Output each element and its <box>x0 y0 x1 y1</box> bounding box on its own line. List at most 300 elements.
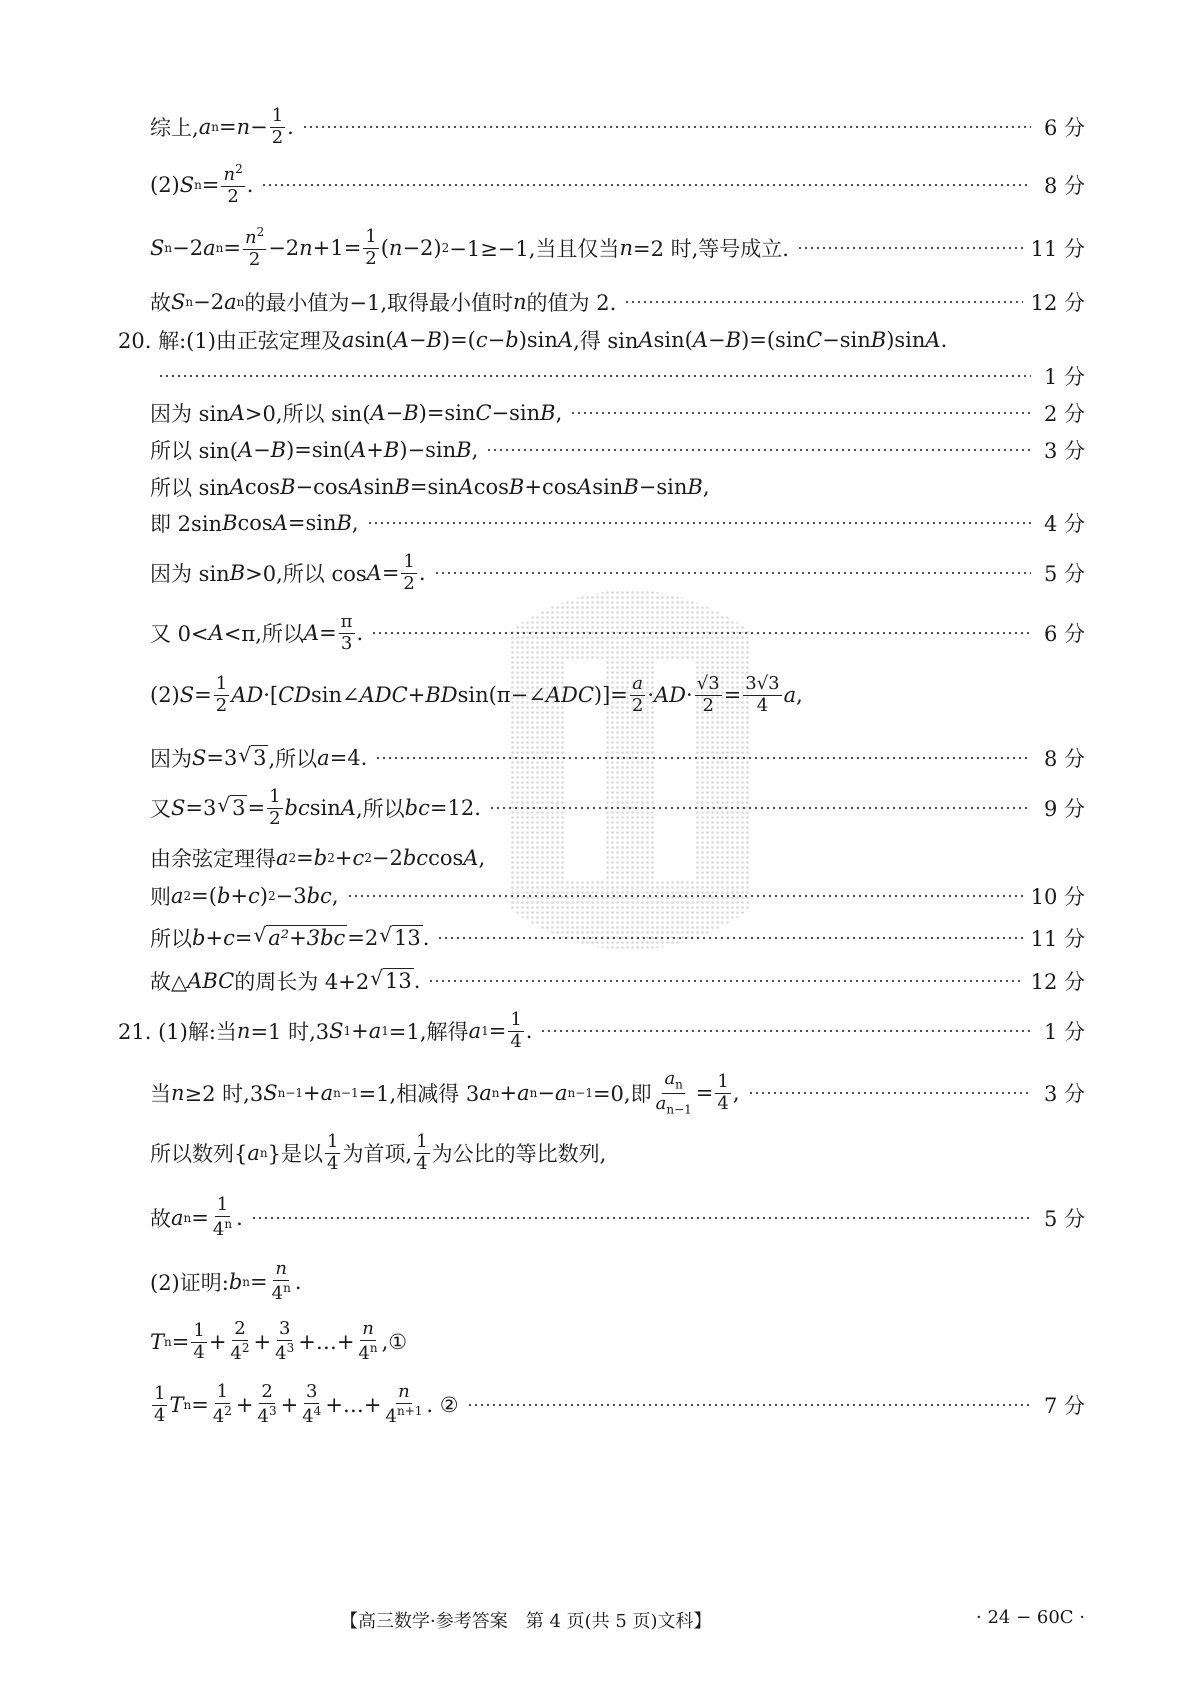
text-run: ) <box>259 884 268 908</box>
answer-line <box>150 1258 1085 1304</box>
dot-leader <box>486 449 1031 451</box>
text-run: 1 <box>271 104 284 126</box>
text-run: 1 <box>216 1194 229 1216</box>
text-run: cos <box>473 475 509 499</box>
math-variable: a <box>555 1081 568 1105</box>
text-run: sin( <box>354 328 394 352</box>
fraction <box>630 672 645 716</box>
math-variable: A <box>692 328 709 352</box>
subscript: n <box>242 1275 251 1289</box>
denominator <box>247 250 262 270</box>
text-run: )=sin <box>418 401 476 425</box>
denominator <box>191 1343 206 1363</box>
text-run: 2 <box>403 572 415 594</box>
text-run: . <box>525 1019 533 1043</box>
text-run: ≥2 时,3 <box>184 1082 264 1106</box>
answer-line <box>150 1130 1085 1174</box>
superscript: 2 <box>364 851 372 865</box>
text-run: )]= <box>593 683 628 707</box>
text-run: (2) <box>150 683 180 707</box>
dot-leader <box>428 980 1022 982</box>
text-run: <π,所以 <box>223 622 304 646</box>
line-content <box>150 923 429 953</box>
text-run: , <box>702 475 710 499</box>
text-run: }是以 <box>267 1142 324 1166</box>
radicand: 3 <box>253 746 267 771</box>
denominator <box>225 187 240 207</box>
math-variable: a <box>632 672 643 694</box>
denominator <box>325 1154 340 1174</box>
math-variable: n <box>299 236 313 260</box>
numerator <box>243 226 266 250</box>
fraction <box>715 1070 730 1114</box>
superscript: 3 <box>286 1341 295 1355</box>
text-run: + <box>230 884 249 908</box>
text-run: 的周长为 4+2 <box>234 970 370 994</box>
answer-line <box>150 672 1085 716</box>
text-run: ,所以 <box>355 797 405 821</box>
text-run: 4 <box>416 1152 428 1174</box>
text-run: 4 <box>717 1092 729 1114</box>
text-run: 因为 <box>150 747 192 771</box>
text-run: ,① <box>381 1330 408 1354</box>
text-run: 2 <box>365 247 377 269</box>
text-run: 3 <box>278 1318 291 1340</box>
math-variable: n <box>236 115 251 139</box>
denominator <box>256 1404 279 1427</box>
answer-line <box>150 1318 1085 1364</box>
superscript: 2 <box>224 1404 232 1418</box>
superscript: 4 <box>313 1404 322 1418</box>
line-content <box>150 610 364 654</box>
math-variable: A <box>272 511 288 535</box>
text-run: . <box>246 173 254 197</box>
math-variable: n <box>223 164 236 186</box>
square-root <box>379 925 422 950</box>
page-footer <box>340 1607 1085 1637</box>
text-run: = <box>201 173 220 197</box>
text-run: 又 0< <box>150 622 209 646</box>
subscript: n <box>215 241 224 255</box>
line-content <box>150 163 253 207</box>
subscript: n <box>183 1398 192 1412</box>
text-run: 所以 <box>150 927 192 951</box>
subscript: 1 <box>381 1024 389 1038</box>
math-variable: b <box>228 1270 243 1294</box>
denominator <box>715 1094 730 1114</box>
denominator <box>356 1341 379 1364</box>
text-run: 21. (1)解:当 <box>118 1020 237 1044</box>
score: 1 分 <box>1043 365 1085 389</box>
text-run: 又 <box>150 797 171 821</box>
text-run: + <box>208 1330 227 1354</box>
text-run: 1 <box>510 1008 522 1030</box>
text-run: = <box>191 1206 209 1230</box>
math-variable: B <box>229 561 246 585</box>
text-run: . ② <box>426 1393 459 1417</box>
text-run: 2 <box>227 186 239 207</box>
text-run: 1 <box>154 1382 166 1404</box>
dot-leader <box>302 126 1031 128</box>
fraction <box>300 1383 323 1427</box>
text-run: 故△ <box>150 970 188 994</box>
text-run: 4 <box>358 1343 370 1364</box>
dot-leader <box>261 184 1031 186</box>
math-variable: A <box>370 401 386 425</box>
answer-line <box>150 1381 1085 1427</box>
math-variable: a <box>664 1068 676 1090</box>
math-variable: n <box>236 1019 251 1043</box>
dot-leader <box>371 632 1031 634</box>
subscript: n <box>164 1335 172 1349</box>
text-run: =sin <box>287 511 337 535</box>
numerator <box>396 1383 412 1404</box>
line-content <box>150 881 339 911</box>
text-run: 3 <box>306 1381 318 1403</box>
numerator <box>360 1320 376 1341</box>
numerator <box>273 1260 289 1281</box>
answer-line <box>150 356 1085 396</box>
math-variable: S <box>171 290 186 314</box>
text-run: −2 <box>371 846 403 870</box>
line-content <box>150 398 562 428</box>
answer-line <box>150 104 1085 148</box>
score: 4 分 <box>1043 512 1085 536</box>
dot-leader <box>375 757 1031 759</box>
line-content <box>150 550 426 594</box>
answer-line <box>150 918 1085 958</box>
text-run: 2 <box>269 807 281 829</box>
subscript: n <box>529 1086 538 1100</box>
text-run: = <box>191 1393 209 1417</box>
text-run: . <box>236 1206 243 1230</box>
text-run: 1 <box>416 1130 428 1152</box>
denominator <box>211 1217 234 1240</box>
math-variable: bc <box>404 796 430 820</box>
text-run: 1 <box>403 550 415 572</box>
answer-line <box>150 430 1085 470</box>
numerator <box>662 1070 684 1093</box>
text-run: , <box>331 884 339 908</box>
text-run: 1 <box>215 672 228 694</box>
text-run: −2 <box>172 236 204 260</box>
fraction <box>211 1196 234 1240</box>
dot-leader <box>489 807 1031 809</box>
math-variable: A <box>208 621 224 645</box>
text-run: 由余弦定理得 <box>150 847 276 871</box>
fraction <box>243 226 266 270</box>
fraction <box>152 1382 167 1426</box>
subscript: n−1 <box>666 1102 692 1117</box>
math-variable: n <box>398 1381 410 1403</box>
line-content <box>150 1130 607 1174</box>
line-content <box>150 472 710 502</box>
fraction <box>743 672 781 716</box>
math-variable: B <box>336 511 352 535</box>
text-run: 即 2sin <box>150 512 223 536</box>
text-run: = <box>250 1270 268 1294</box>
text-run: =( <box>191 884 217 908</box>
text-run: − <box>253 438 271 462</box>
math-variable: S <box>150 236 165 260</box>
text-run: (2) <box>150 173 180 197</box>
math-variable: a <box>517 1081 530 1105</box>
text-run: )=( <box>441 328 476 352</box>
text-run: =1 时,3 <box>250 1020 330 1044</box>
text-run: · <box>686 683 693 707</box>
score: 8 分 <box>1043 174 1085 198</box>
line-content <box>150 743 367 773</box>
text-run: 2 <box>261 1381 273 1403</box>
text-run: =12. <box>429 796 481 820</box>
numerator <box>267 785 282 809</box>
subscript: n <box>491 1086 500 1100</box>
superscript: 2 <box>183 889 192 903</box>
text-run: 因为 sin <box>150 562 230 586</box>
text-run: −sin <box>638 475 688 499</box>
superscript: 3 <box>268 1404 277 1418</box>
text-run: √3 <box>696 672 720 694</box>
text-run: 4 <box>275 1343 287 1364</box>
text-run: =1,相减得 3 <box>358 1082 480 1106</box>
superscript: 2 <box>256 225 265 240</box>
score: 5 分 <box>1043 1207 1085 1231</box>
fraction <box>414 1130 429 1174</box>
text-run: >0,所以 sin( <box>244 402 371 426</box>
subscript: 1 <box>481 1024 489 1038</box>
math-variable: B <box>687 475 703 499</box>
denominator <box>508 1032 523 1052</box>
fraction <box>211 1383 234 1427</box>
text-run: 4 <box>302 1406 314 1427</box>
text-run: −2 <box>268 236 300 260</box>
radical-sign: √ <box>253 923 267 948</box>
numerator <box>695 672 722 696</box>
text-run: >0,所以 cos <box>245 562 367 586</box>
text-run: = <box>488 1019 507 1043</box>
text-run: −cos <box>295 475 349 499</box>
math-variable: n <box>388 236 403 260</box>
math-variable: A <box>351 438 367 462</box>
math-variable: a <box>783 683 797 707</box>
footer-code: · 24 − 60C · <box>976 1607 1085 1628</box>
text-run: + <box>499 1081 518 1105</box>
fraction <box>256 1383 279 1427</box>
line-content <box>150 1196 243 1240</box>
text-run: (2)证明: <box>150 1271 229 1295</box>
radicand: 13 <box>394 926 421 951</box>
text-run: 所以 sin <box>150 476 230 500</box>
answer-line <box>150 503 1085 543</box>
square-root <box>253 925 347 950</box>
text-run: 则 <box>150 885 171 909</box>
numerator <box>401 550 416 574</box>
answer-line <box>150 162 1085 207</box>
line-content <box>150 966 420 996</box>
text-run: = <box>381 561 400 585</box>
line-content <box>150 287 616 317</box>
dot-leader <box>434 572 1031 574</box>
radicand: 3 <box>232 796 246 821</box>
fraction <box>508 1008 523 1052</box>
square-root <box>238 745 268 770</box>
dot-leader <box>347 895 1023 897</box>
answer-line <box>150 467 1085 507</box>
text-run: + <box>280 1393 299 1417</box>
numerator <box>414 1130 429 1154</box>
math-variable: B <box>383 438 400 462</box>
score: 6 分 <box>1043 622 1085 646</box>
math-variable: b <box>216 884 231 908</box>
math-variable: a <box>203 236 216 260</box>
dot-leader <box>797 247 1023 249</box>
answer-line <box>118 320 1085 360</box>
superscript: 2 <box>288 851 297 865</box>
denominator <box>700 696 715 716</box>
text-run: + <box>253 1330 272 1354</box>
text-run: π <box>340 610 353 632</box>
math-variable: C <box>475 401 492 425</box>
text-run: =0,即 <box>592 1082 652 1106</box>
math-variable: AD <box>654 683 687 707</box>
text-run: = <box>247 796 266 820</box>
text-run: 2 <box>215 694 228 716</box>
text-run: +…+ <box>298 1330 355 1354</box>
text-run: =2 时,等号成立. <box>632 237 789 261</box>
text-run: 4 <box>756 694 769 716</box>
math-variable: A <box>577 475 593 499</box>
text-run: − <box>708 328 726 352</box>
numerator <box>215 1383 230 1404</box>
fraction <box>270 104 285 148</box>
superscript: n <box>224 1217 233 1231</box>
score: 3 分 <box>1043 439 1085 463</box>
numerator <box>630 672 645 696</box>
text-run: 3√3 <box>745 672 780 694</box>
superscript: n <box>283 1281 291 1295</box>
fraction <box>270 1260 293 1304</box>
fraction <box>339 610 355 654</box>
math-variable: A <box>557 328 574 352</box>
text-run: − <box>487 328 506 352</box>
score: 12 分 <box>1030 970 1085 994</box>
math-variable: b <box>505 328 519 352</box>
text-run: 2 <box>234 1318 246 1340</box>
dot-leader <box>367 522 1031 524</box>
score: 7 分 <box>1043 1394 1085 1418</box>
answer-line <box>150 225 1085 270</box>
superscript: 2 <box>441 241 450 255</box>
line-content <box>118 325 947 355</box>
math-variable: CD <box>278 683 311 707</box>
math-variable: a <box>320 1081 334 1105</box>
square-root <box>217 795 247 820</box>
text-run: −sin <box>822 328 871 352</box>
text-run: = <box>171 1330 190 1354</box>
text-run: + <box>303 1081 321 1105</box>
answer-line <box>150 550 1085 594</box>
math-variable: B <box>222 511 238 535</box>
math-variable: a <box>468 1019 482 1043</box>
text-run: −2) <box>402 236 442 260</box>
line-content <box>150 843 485 873</box>
answer-line <box>150 876 1085 916</box>
text-run: 2 <box>631 694 644 716</box>
text-run: 4 <box>212 1219 225 1240</box>
text-run: −2 <box>193 290 225 314</box>
numerator <box>325 1130 340 1154</box>
numerator <box>152 1382 167 1406</box>
text-run: )−sin <box>399 438 457 462</box>
denominator <box>270 128 285 148</box>
superscript: n+1 <box>396 1404 423 1418</box>
denominator <box>401 574 416 594</box>
text-run: 为公比的等比数列, <box>431 1142 607 1166</box>
text-run: 4 <box>510 1030 522 1052</box>
text-run: 所以 sin( <box>150 439 238 463</box>
text-run: 1 <box>327 1130 339 1152</box>
text-run: cos <box>237 511 273 535</box>
math-variable: S <box>192 746 207 770</box>
fraction <box>356 1320 379 1364</box>
fraction <box>401 550 416 594</box>
text-run: +…+ <box>325 1393 382 1417</box>
text-run: 故 <box>150 291 171 315</box>
math-variable: a <box>171 1206 184 1230</box>
text-run: , <box>471 438 479 462</box>
text-run: cos <box>244 475 281 499</box>
text-run: . <box>940 328 948 352</box>
math-variable: A <box>366 561 382 585</box>
math-variable: S <box>179 683 195 707</box>
dot-leader <box>624 301 1022 303</box>
text-run: + <box>235 1393 254 1417</box>
text-run: −1≥−1,当且仅当 <box>449 237 620 261</box>
text-run: = <box>296 846 314 870</box>
dot-leader <box>570 412 1031 414</box>
text-run: sin <box>363 475 395 499</box>
numerator <box>214 672 229 696</box>
superscript: 2 <box>235 162 243 177</box>
text-run: sin <box>309 796 341 820</box>
text-run: 3 <box>340 632 353 654</box>
fraction <box>228 1320 251 1364</box>
text-run: +cos <box>524 475 578 499</box>
line-content <box>150 1260 302 1304</box>
text-run: )sin <box>886 328 926 352</box>
text-run: 1 <box>717 1070 729 1092</box>
math-variable: A <box>393 328 409 352</box>
dot-leader <box>251 1217 1031 1219</box>
numerator <box>363 225 378 249</box>
text-run: ,所以 <box>268 747 318 771</box>
subscript: n <box>194 178 202 192</box>
math-variable: S <box>263 1081 278 1105</box>
math-variable: c <box>352 846 365 870</box>
score: 12 分 <box>1030 291 1085 315</box>
text-run: 20. 解:(1)由正弦定理及 <box>118 329 342 353</box>
math-variable: b <box>192 926 206 950</box>
math-variable: n <box>171 1081 185 1105</box>
math-variable: n <box>244 227 257 249</box>
text-run: = <box>223 236 241 260</box>
math-variable: AD <box>231 683 264 707</box>
text-run: sin∠ <box>311 683 360 707</box>
text-run: , <box>351 511 359 535</box>
superscript: 2 <box>241 1341 250 1355</box>
radical-sign: √ <box>379 923 393 948</box>
subscript: n <box>236 295 245 309</box>
